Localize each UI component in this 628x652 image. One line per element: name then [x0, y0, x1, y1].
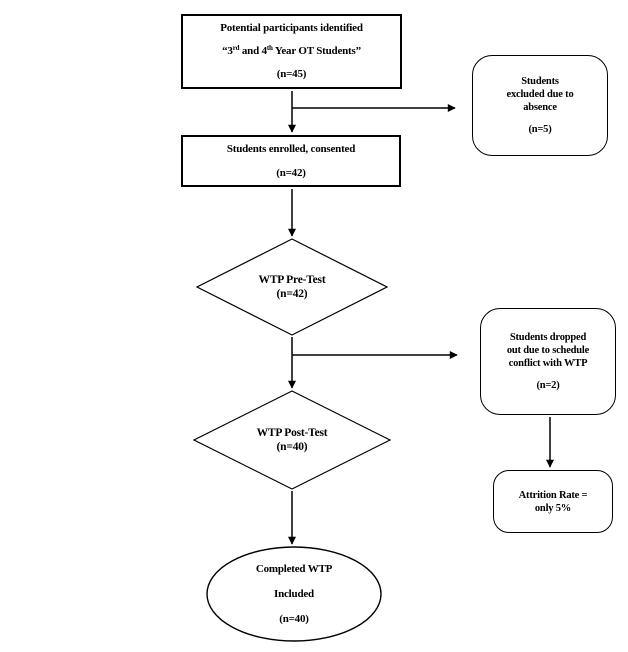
node-line: Students enrolled, consented	[226, 142, 356, 155]
node-completed-wtp	[207, 547, 381, 641]
node-potential-participants	[181, 14, 402, 89]
node-line: Included	[274, 587, 314, 600]
node-attrition-rate	[493, 470, 613, 533]
node-count: (n=2)	[536, 380, 560, 391]
node-line: only 5%	[534, 502, 572, 514]
node-line: excluded due to	[506, 89, 574, 100]
node-line: conflict with WTP	[508, 358, 588, 369]
node-wtp-pretest	[197, 261, 387, 313]
node-line: “3rd and 4th Year OT Students”	[222, 44, 361, 57]
node-line: out due to schedule	[506, 345, 590, 356]
node-students-enrolled	[181, 135, 401, 187]
node-line: Students dropped	[509, 332, 587, 343]
node-count: (n=42)	[276, 288, 308, 300]
node-count: (n=5)	[528, 124, 552, 135]
node-count: (n=42)	[276, 166, 306, 179]
node-count: (n=40)	[276, 441, 308, 453]
node-students-excluded	[472, 55, 608, 156]
node-line: Students	[521, 76, 559, 87]
node-line: Potential participants identified	[220, 22, 363, 34]
node-line: WTP Post-Test	[256, 427, 328, 439]
node-wtp-posttest	[194, 414, 390, 466]
node-students-dropped-out	[480, 308, 616, 415]
node-line: WTP Pre-Test	[258, 274, 326, 286]
node-line: Completed WTP	[255, 562, 333, 575]
node-count: (n=40)	[279, 612, 309, 625]
node-line: absence	[523, 102, 557, 113]
node-line: Attrition Rate =	[518, 489, 588, 501]
node-count: (n=45)	[276, 68, 307, 80]
